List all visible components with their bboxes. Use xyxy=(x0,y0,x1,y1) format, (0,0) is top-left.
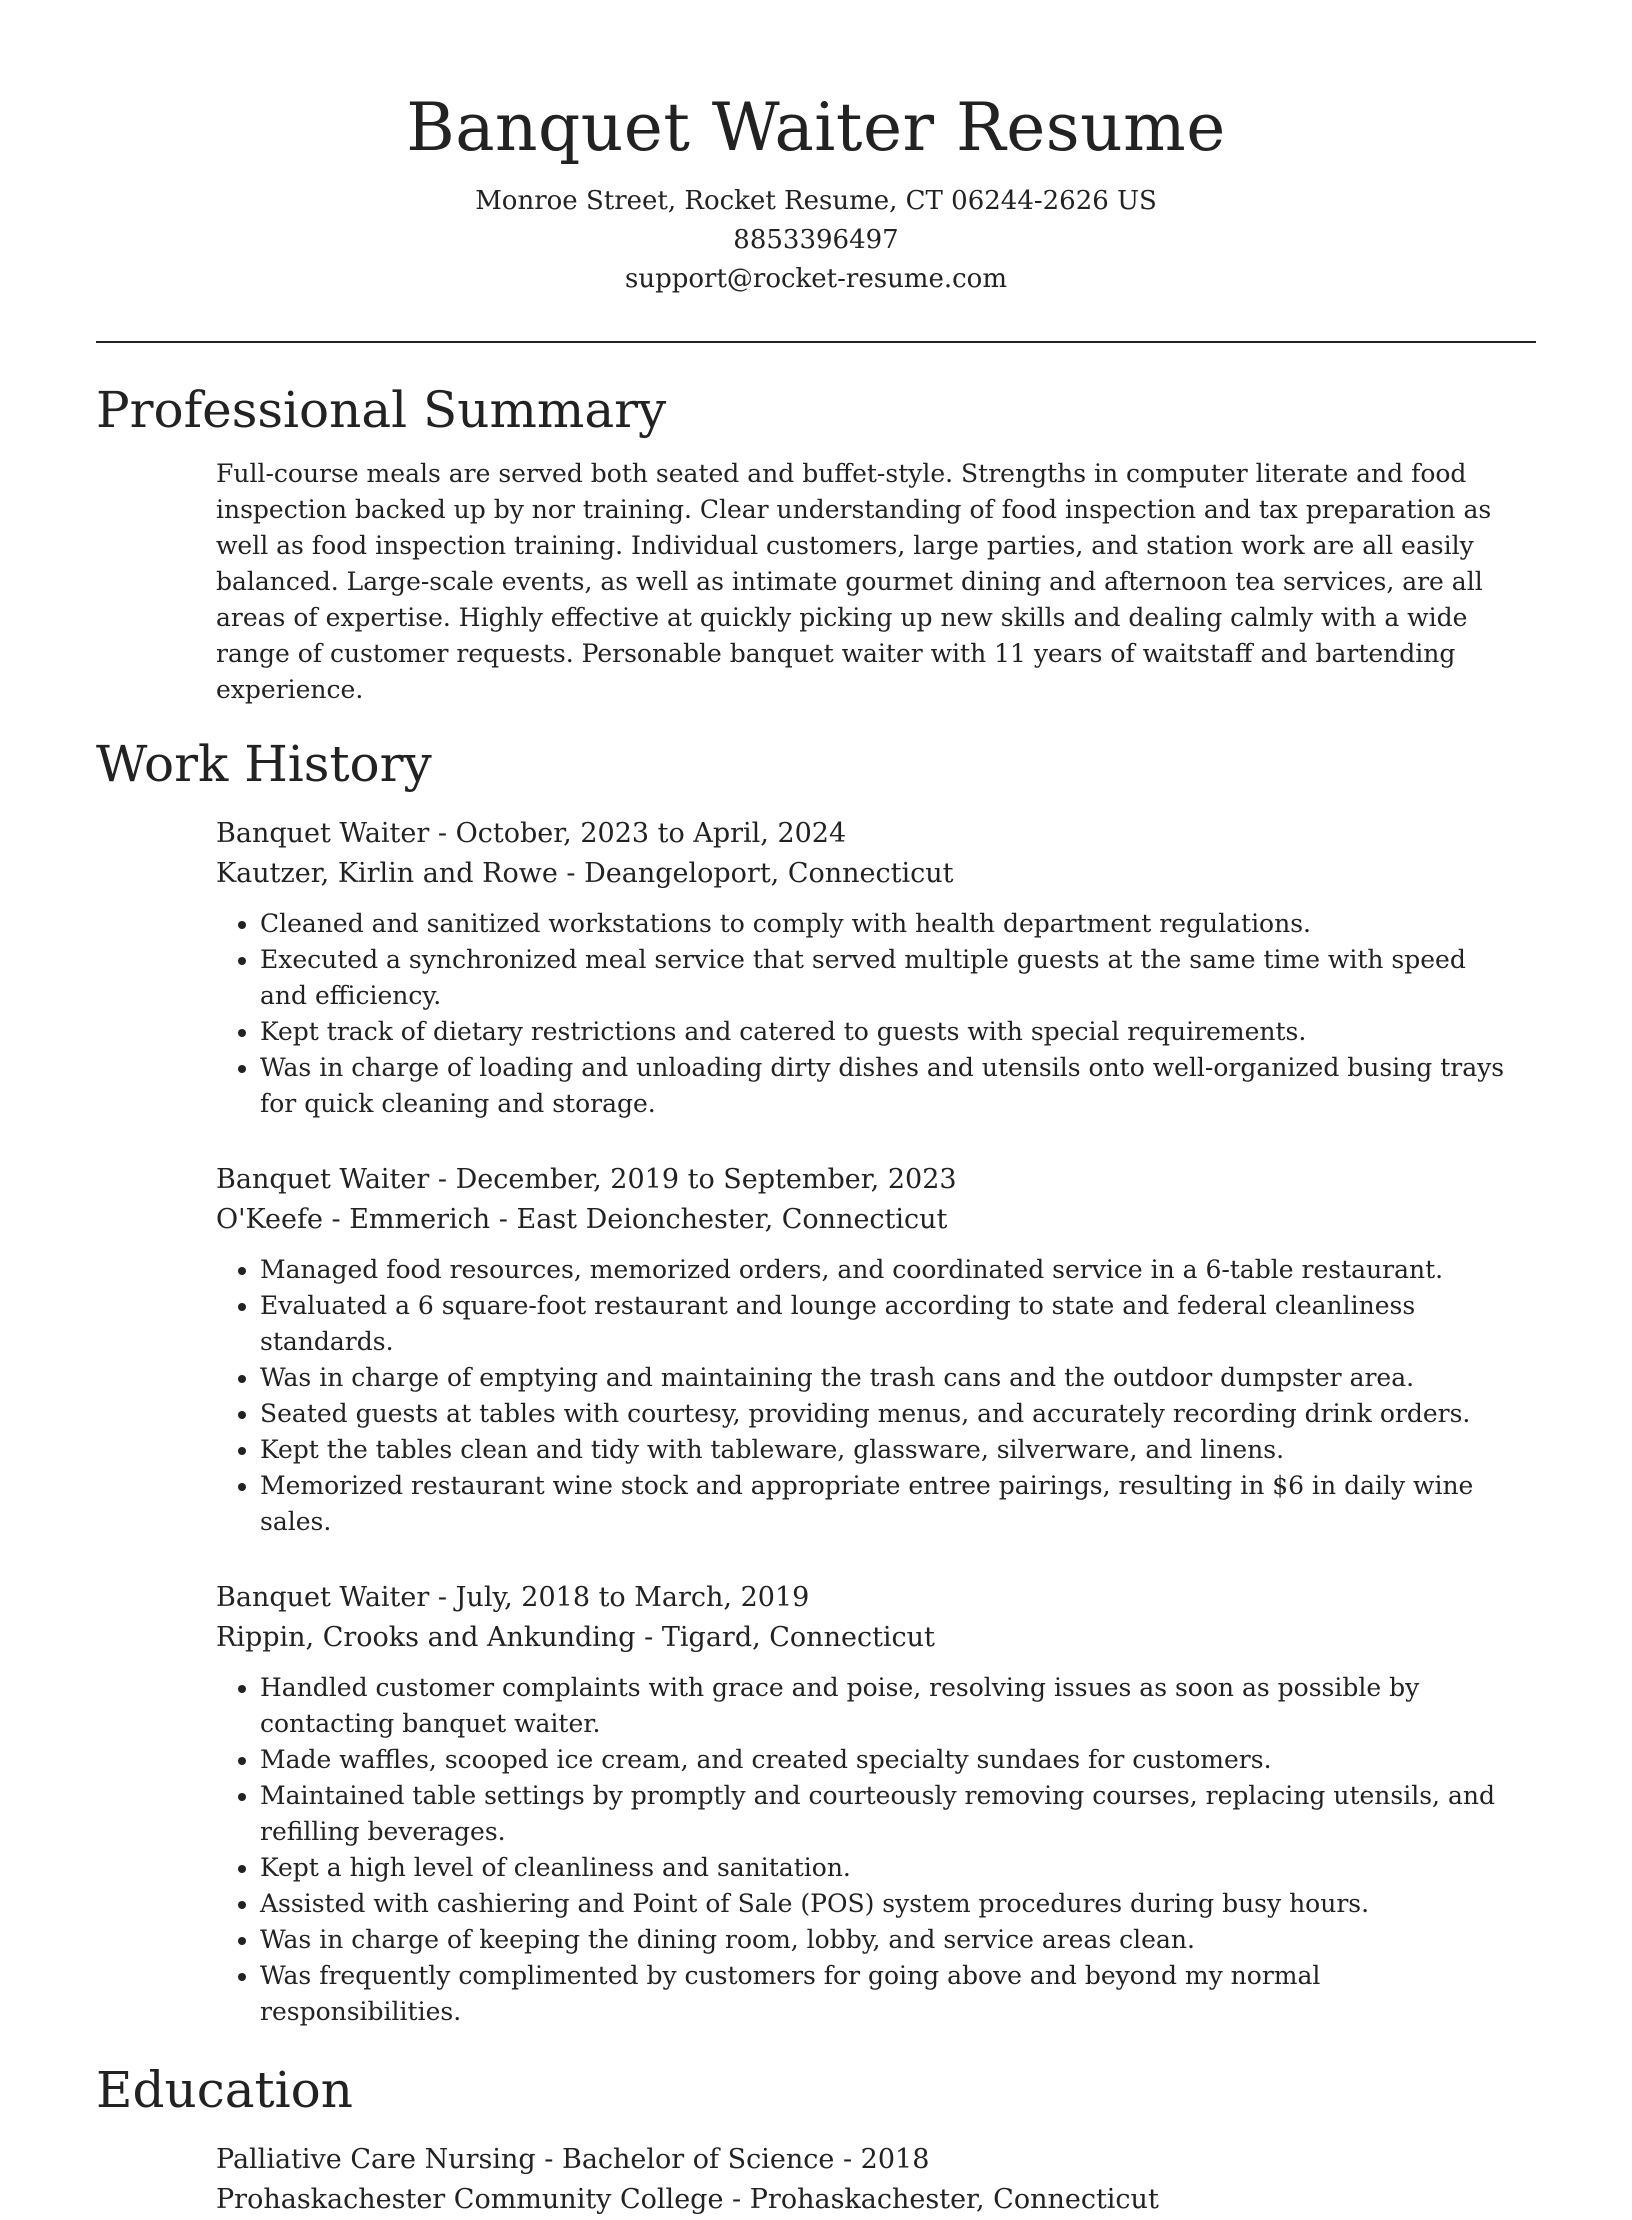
contact-address: Monroe Street, Rocket Resume, CT 06244-2626 US xyxy=(475,186,1157,216)
education-entry xyxy=(216,2140,1516,2220)
separator: - xyxy=(437,818,448,849)
job-company: O'Keefe - Emmerich xyxy=(216,1204,491,1235)
job-entry xyxy=(216,1578,1516,2030)
job-bullets xyxy=(216,906,1516,1122)
bullet-item: • Kept the tables clean and tidy with tableware, glassware, silverware, and linens. xyxy=(260,1432,1516,1468)
education-year: 2018 xyxy=(860,2144,930,2175)
contact-email: support@rocket-resume.com xyxy=(624,264,1007,294)
job-company: Rippin, Crooks and Ankunding xyxy=(216,1622,636,1653)
education-section xyxy=(96,2058,1536,2220)
education-school: Prohaskachester Community College xyxy=(216,2184,724,2215)
bullet-item: • Seated guests at tables with courtesy, providing menus, and accurately recording drink orders. xyxy=(260,1396,1516,1432)
bullet-item: • Was in charge of keeping the dining room, lobby, and service areas clean. xyxy=(260,1922,1516,1958)
job-dates: December, 2019 to September, 2023 xyxy=(455,1164,957,1195)
job-company-line xyxy=(216,854,1516,894)
job-title-line xyxy=(216,814,1516,854)
bullet-item: • Executed a synchronized meal service that served multiple guests at the same time with speed and efficiency. xyxy=(260,942,1516,1014)
summary-text: Full-course meals are served both seated and buffet-style. Strengths in computer literate and food inspection backed up by nor training. Clear understanding of food inspection and tax preparation as well as food inspection training. Individual customers, large parties, and station work are all easily balanced. Large-scale events, as well as intimate gourmet dining and afternoon tea services, are all areas of expertise. Highly effective at quickly picking up new skills and dealing calmly with a wide range of customer requests. Personable banquet waiter with 11 years of waitstaff and bartending experience. xyxy=(216,459,1492,704)
job-title-line xyxy=(216,1160,1516,1200)
job-entry xyxy=(216,1160,1516,1540)
contact-phone: 8853396497 xyxy=(733,225,899,255)
bullet-item: • Assisted with cashiering and Point of Sale (POS) system procedures during busy hours. xyxy=(260,1886,1516,1922)
work-history-list xyxy=(216,814,1516,2030)
separator: - xyxy=(732,2184,742,2215)
job-entry xyxy=(216,814,1516,1122)
education-field: Palliative Care Nursing xyxy=(216,2144,536,2175)
education-location: Prohaskachester, Connecticut xyxy=(749,2184,1159,2215)
separator: - xyxy=(544,2144,554,2175)
bullet-item: • Kept a high level of cleanliness and sanitation. xyxy=(260,1850,1516,1886)
education-school-line xyxy=(216,2180,1516,2220)
job-company-line xyxy=(216,1618,1516,1658)
separator: - xyxy=(437,1582,448,1613)
bullet-item: • Kept track of dietary restrictions and catered to guests with special requirements. xyxy=(260,1014,1516,1050)
bullet-item: • Cleaned and sanitized workstations to comply with health department regulations. xyxy=(260,906,1516,942)
education-heading: Education xyxy=(96,2061,353,2119)
header-divider xyxy=(96,341,1536,343)
work-history-heading: Work History xyxy=(96,735,432,793)
job-dates: July, 2018 to March, 2019 xyxy=(455,1582,810,1613)
job-location: East Deionchester, Connecticut xyxy=(516,1204,948,1235)
job-role: Banquet Waiter xyxy=(216,1164,430,1195)
job-role: Banquet Waiter xyxy=(216,1582,430,1613)
separator: - xyxy=(437,1164,448,1195)
job-company-line xyxy=(216,1200,1516,1240)
bullet-item: • Evaluated a 6 square-foot restaurant and lounge according to state and federal cleanliness standards. xyxy=(260,1288,1516,1360)
bullet-item: • Was in charge of loading and unloading dirty dishes and utensils onto well-organized busing trays for quick cleaning and storage. xyxy=(260,1050,1516,1122)
education-degree: Bachelor of Science xyxy=(561,2144,835,2175)
summary-heading: Professional Summary xyxy=(96,381,667,439)
separator: - xyxy=(644,1622,654,1653)
job-bullets xyxy=(216,1670,1516,2030)
bullet-item: • Maintained table settings by promptly and courteously removing courses, replacing utensils, and refilling beverages. xyxy=(260,1778,1516,1850)
job-dates: October, 2023 to April, 2024 xyxy=(455,818,847,849)
bullet-item: • Memorized restaurant wine stock and appropriate entree pairings, resulting in $6 in daily wine sales. xyxy=(260,1468,1516,1540)
resume-content xyxy=(96,378,1536,2220)
bullet-item: • Made waffles, scooped ice cream, and created specialty sundaes for customers. xyxy=(260,1742,1516,1778)
resume-title: Banquet Waiter Resume xyxy=(406,89,1226,166)
job-role: Banquet Waiter xyxy=(216,818,430,849)
separator: - xyxy=(498,1204,508,1235)
job-location: Tigard, Connecticut xyxy=(661,1622,935,1653)
job-title-line xyxy=(216,1578,1516,1618)
bullet-item: • Managed food resources, memorized orders, and coordinated service in a 6-table restaurant. xyxy=(260,1252,1516,1288)
separator: - xyxy=(842,2144,853,2175)
work-history-section xyxy=(96,732,1536,2030)
job-company: Kautzer, Kirlin and Rowe xyxy=(216,858,558,889)
job-bullets xyxy=(216,1252,1516,1540)
bullet-item: • Handled customer complaints with grace and poise, resolving issues as soon as possible by contacting banquet waiter. xyxy=(260,1670,1516,1742)
education-degree-line xyxy=(216,2140,1516,2180)
resume-header xyxy=(0,0,1632,299)
bullet-item: • Was frequently complimented by customers for going above and beyond my normal responsibilities. xyxy=(260,1958,1516,2030)
separator: - xyxy=(566,858,576,889)
contact-block xyxy=(0,182,1632,299)
bullet-item: • Was in charge of emptying and maintaining the trash cans and the outdoor dumpster area. xyxy=(260,1360,1516,1396)
summary-section xyxy=(96,378,1536,708)
job-location: Deangeloport, Connecticut xyxy=(584,858,954,889)
